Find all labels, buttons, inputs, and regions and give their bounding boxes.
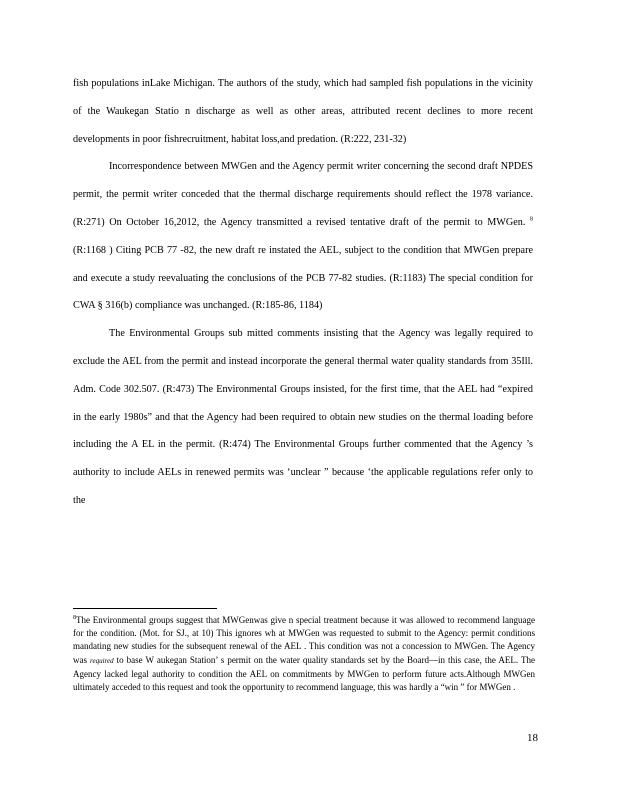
paragraph-1: fish populations inLake Michigan. The authors of the study, which had sampled fish populations in the vicinity of the Waukegan Statio n discharge as well as other areas, attributed recent declines to more recent developments in poor fishrecruitment, habitat loss,and predation. (R:222, 231-32) <box>73 78 533 145</box>
footnote <box>73 614 535 694</box>
footnote-marker: 8 <box>73 615 76 621</box>
paragraph-3: The Environmental Groups sub mitted comments insisting that the Agency was legally required to exclude the AEL from the permit and instead incorporate the general thermal water quality standards from 35Ill. Adm. Code 302.507. (R:473) The Environmental Groups insisted, for the first time, that the AEL had “expired in the early 1980s” and that the Agency had been required to obtain new studies on the thermal loading before including the A EL in the permit. (R:474) The Environmental Groups further commented that the Agency ’s authority to include AELs in renewed permits was ‘unclear ” because ‘the applicable regulations refer only to the <box>73 328 533 506</box>
paragraph-2 <box>73 153 533 320</box>
footnote-divider <box>73 608 217 609</box>
footnote-reference: 8 <box>530 216 533 223</box>
body-text <box>73 70 533 515</box>
paragraph-2-continuation: (R:1168 ) Citing PCB 77 -82, the new draft re instated the AEL, subject to the condition that MWGen prepare and execute a study reevaluating the conclusions of the PCB 77-82 studies. (R:1183) The special condition for CWA § 316(b) compliance was unchanged. (R:185-86, 1184) <box>73 244 533 312</box>
paragraph-2-text: Incorrespondence between MWGen and the Agency permit writer concerning the second draft NPDES permit, the permit writer conceded that the thermal discharge requirements should reflect the 1978 variance. (R:271) On October 16,2012, the Agency transmitted a revised tentative draft of the permit to MWGen. <box>73 161 533 228</box>
footnote-text-2: to base W aukegan Station’ s permit on the water quality standards set by the Board—in this case, the AEL. The Agency lacked legal authority to condition the AEL on commitments by MWGen to perform future acts.Although MWGen ultimately acceded to this request and took the opportunity to recommend language, this was hardly a “win ” for MWGen . <box>73 654 535 693</box>
footnote-italic-word: required <box>90 656 114 665</box>
page-number: 18 <box>527 732 538 744</box>
footnote-text-1: The Environmental groups suggest that MWGenwas give n special treatment because it was allowed to recommend language for the condition. (Mot. for SJ., at 10) This ignores wh at MWGen was requested to submit to the Agency: permit conditions mandating new studies for the subsequent renewal of the AEL . This condition was not a concession to MWGen. The Agency was <box>73 615 535 665</box>
